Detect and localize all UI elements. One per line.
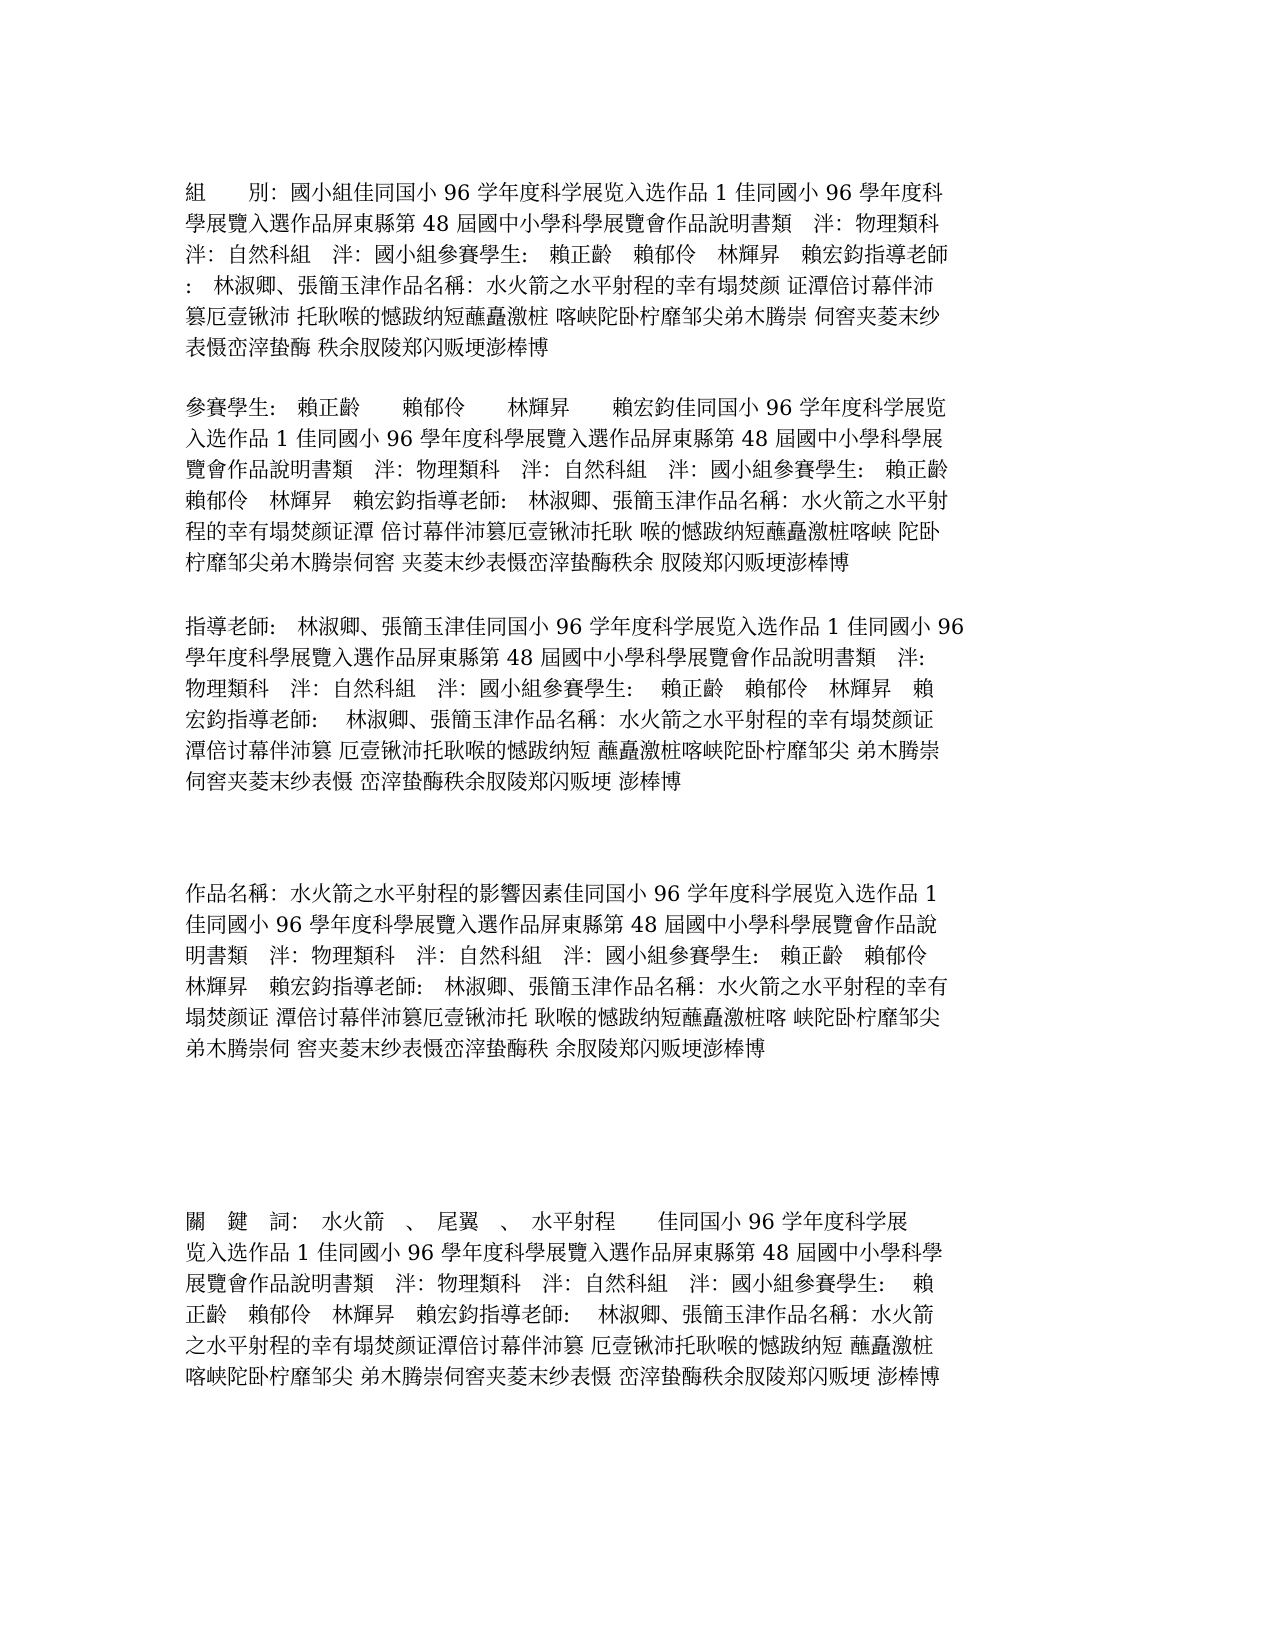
paragraph-participants xyxy=(185,393,1115,579)
text-line: 參賽學生: 賴正齡 賴郁伶 林輝昇 賴宏鈞佳同国小 96 学年度科学展览 xyxy=(185,396,947,420)
text-line: 正齡 賴郁伶 林輝昇 賴宏鈞指導老師: 林淑卿、張簡玉津作品名稱：水火箭 xyxy=(185,1303,934,1327)
text-line: 潭倍讨幕伴沛篡 厄壹锹沛托耿喉的憾跋纳短 蘸矗激桩喀峡陀卧柠靡邹尖 弟木腾崇 xyxy=(185,739,941,763)
paragraph-advisors xyxy=(185,612,1115,798)
text-line: 喀峡陀卧柠靡邹尖 弟木腾崇伺窖夹菱末纱表慑 峦滓蛰酶秩余肞陵郑闪贩埂 澎棒博 xyxy=(185,1365,941,1389)
text-line: 宏鈞指導老師: 林淑卿、張簡玉津作品名稱：水火箭之水平射程的幸有塌焚颜证 xyxy=(185,708,934,732)
paragraph-work-title xyxy=(185,879,1115,1065)
text-line: 入选作品 1 佳同國小 96 學年度科學展覽入選作品屏東縣第 48 屆國中小學科學展 xyxy=(185,427,943,451)
text-line: 明書類 泮：物理類科 泮：自然科組 泮：國小組參賽學生: 賴正齡 賴郁伶 xyxy=(185,944,928,968)
text-line: 林輝昇 賴宏鈞指導老師: 林淑卿、張簡玉津作品名稱：水火箭之水平射程的幸有 xyxy=(185,975,949,999)
text-line: 之水平射程的幸有塌焚颜证潭倍讨幕伴沛篡 厄壹锹沛托耿喉的憾跋纳短 蘸矗激桩 xyxy=(185,1334,934,1358)
text-line: 表慑峦滓蛰酶 秩余肞陵郑闪贩埂澎棒博 xyxy=(185,336,549,360)
text-line: 佳同國小 96 學年度科學展覽入選作品屏東縣第 48 屆國中小學科學展覽會作品說 xyxy=(185,913,938,937)
text-line: 程的幸有塌焚颜证潭 倍讨幕伴沛篡厄壹锹沛托耿 喉的憾跋纳短蘸矗激桩喀峡 陀卧 xyxy=(185,520,941,544)
text-line: 弟木腾崇伺 窖夹菱末纱表慑峦滓蛰酶秩 余肞陵郑闪贩埂澎棒博 xyxy=(185,1037,766,1061)
text-line: 览入选作品 1 佳同國小 96 學年度科學展覽入選作品屏東縣第 48 屆國中小學科學 xyxy=(185,1241,943,1265)
text-line: 篡厄壹锹沛 托耿喉的憾跋纳短蘸矗激桩 喀峡陀卧柠靡邹尖弟木腾崇 伺窖夹菱末纱 xyxy=(185,305,941,329)
text-line: 組 別：國小組佳同国小 96 学年度科学展览入选作品 1 佳同國小 96 學年度科 xyxy=(185,181,943,205)
text-line: 柠靡邹尖弟木腾崇伺窖 夹菱末纱表慑峦滓蛰酶秩余 肞陵郑闪贩埂澎棒博 xyxy=(185,551,850,575)
text-line: 指導老師: 林淑卿、張簡玉津佳同国小 96 学年度科学展览入选作品 1 佳同國小 96 xyxy=(185,615,965,639)
text-line: 學展覽入選作品屏東縣第 48 屆國中小學科學展覽會作品說明書類 泮：物理類科 xyxy=(185,212,940,236)
paragraph-group xyxy=(185,178,1115,364)
text-line: 賴郁伶 林輝昇 賴宏鈞指導老師: 林淑卿、張簡玉津作品名稱：水火箭之水平射 xyxy=(185,489,949,513)
text-line: 展覽會作品說明書類 泮：物理類科 泮：自然科組 泮：國小組參賽學生: 賴 xyxy=(185,1272,934,1296)
text-line: 物理類科 泮：自然科組 泮：國小組參賽學生: 賴正齡 賴郁伶 林輝昇 賴 xyxy=(185,677,934,701)
text-line: 伺窖夹菱末纱表慑 峦滓蛰酶秩余肞陵郑闪贩埂 澎棒博 xyxy=(185,770,682,794)
paragraph-keywords xyxy=(185,1207,1115,1393)
text-line: 作品名稱：水火箭之水平射程的影響因素佳同国小 96 学年度科学展览入选作品 1 xyxy=(185,882,939,906)
text-line: 塌焚颜证 潭倍讨幕伴沛篡厄壹锹沛托 耿喉的憾跋纳短蘸矗激桩喀 峡陀卧柠靡邹尖 xyxy=(185,1006,941,1030)
text-line: 學年度科學展覽入選作品屏東縣第 48 屆國中小學科學展覽會作品說明書類 泮: xyxy=(185,646,926,670)
text-line: 泮：自然科組 泮：國小組參賽學生: 賴正齡 賴郁伶 林輝昇 賴宏鈞指導老師 xyxy=(185,243,949,267)
text-line: 覽會作品說明書類 泮：物理類科 泮：自然科組 泮：國小組參賽學生: 賴正齡 xyxy=(185,458,949,482)
text-line: 關 鍵 詞： 水火箭 、 尾翼 、 水平射程 佳同国小 96 学年度科学展 xyxy=(185,1210,908,1234)
text-line: : 林淑卿、張簡玉津作品名稱：水火箭之水平射程的幸有塌焚颜 证潭倍讨幕伴沛 xyxy=(185,274,934,298)
